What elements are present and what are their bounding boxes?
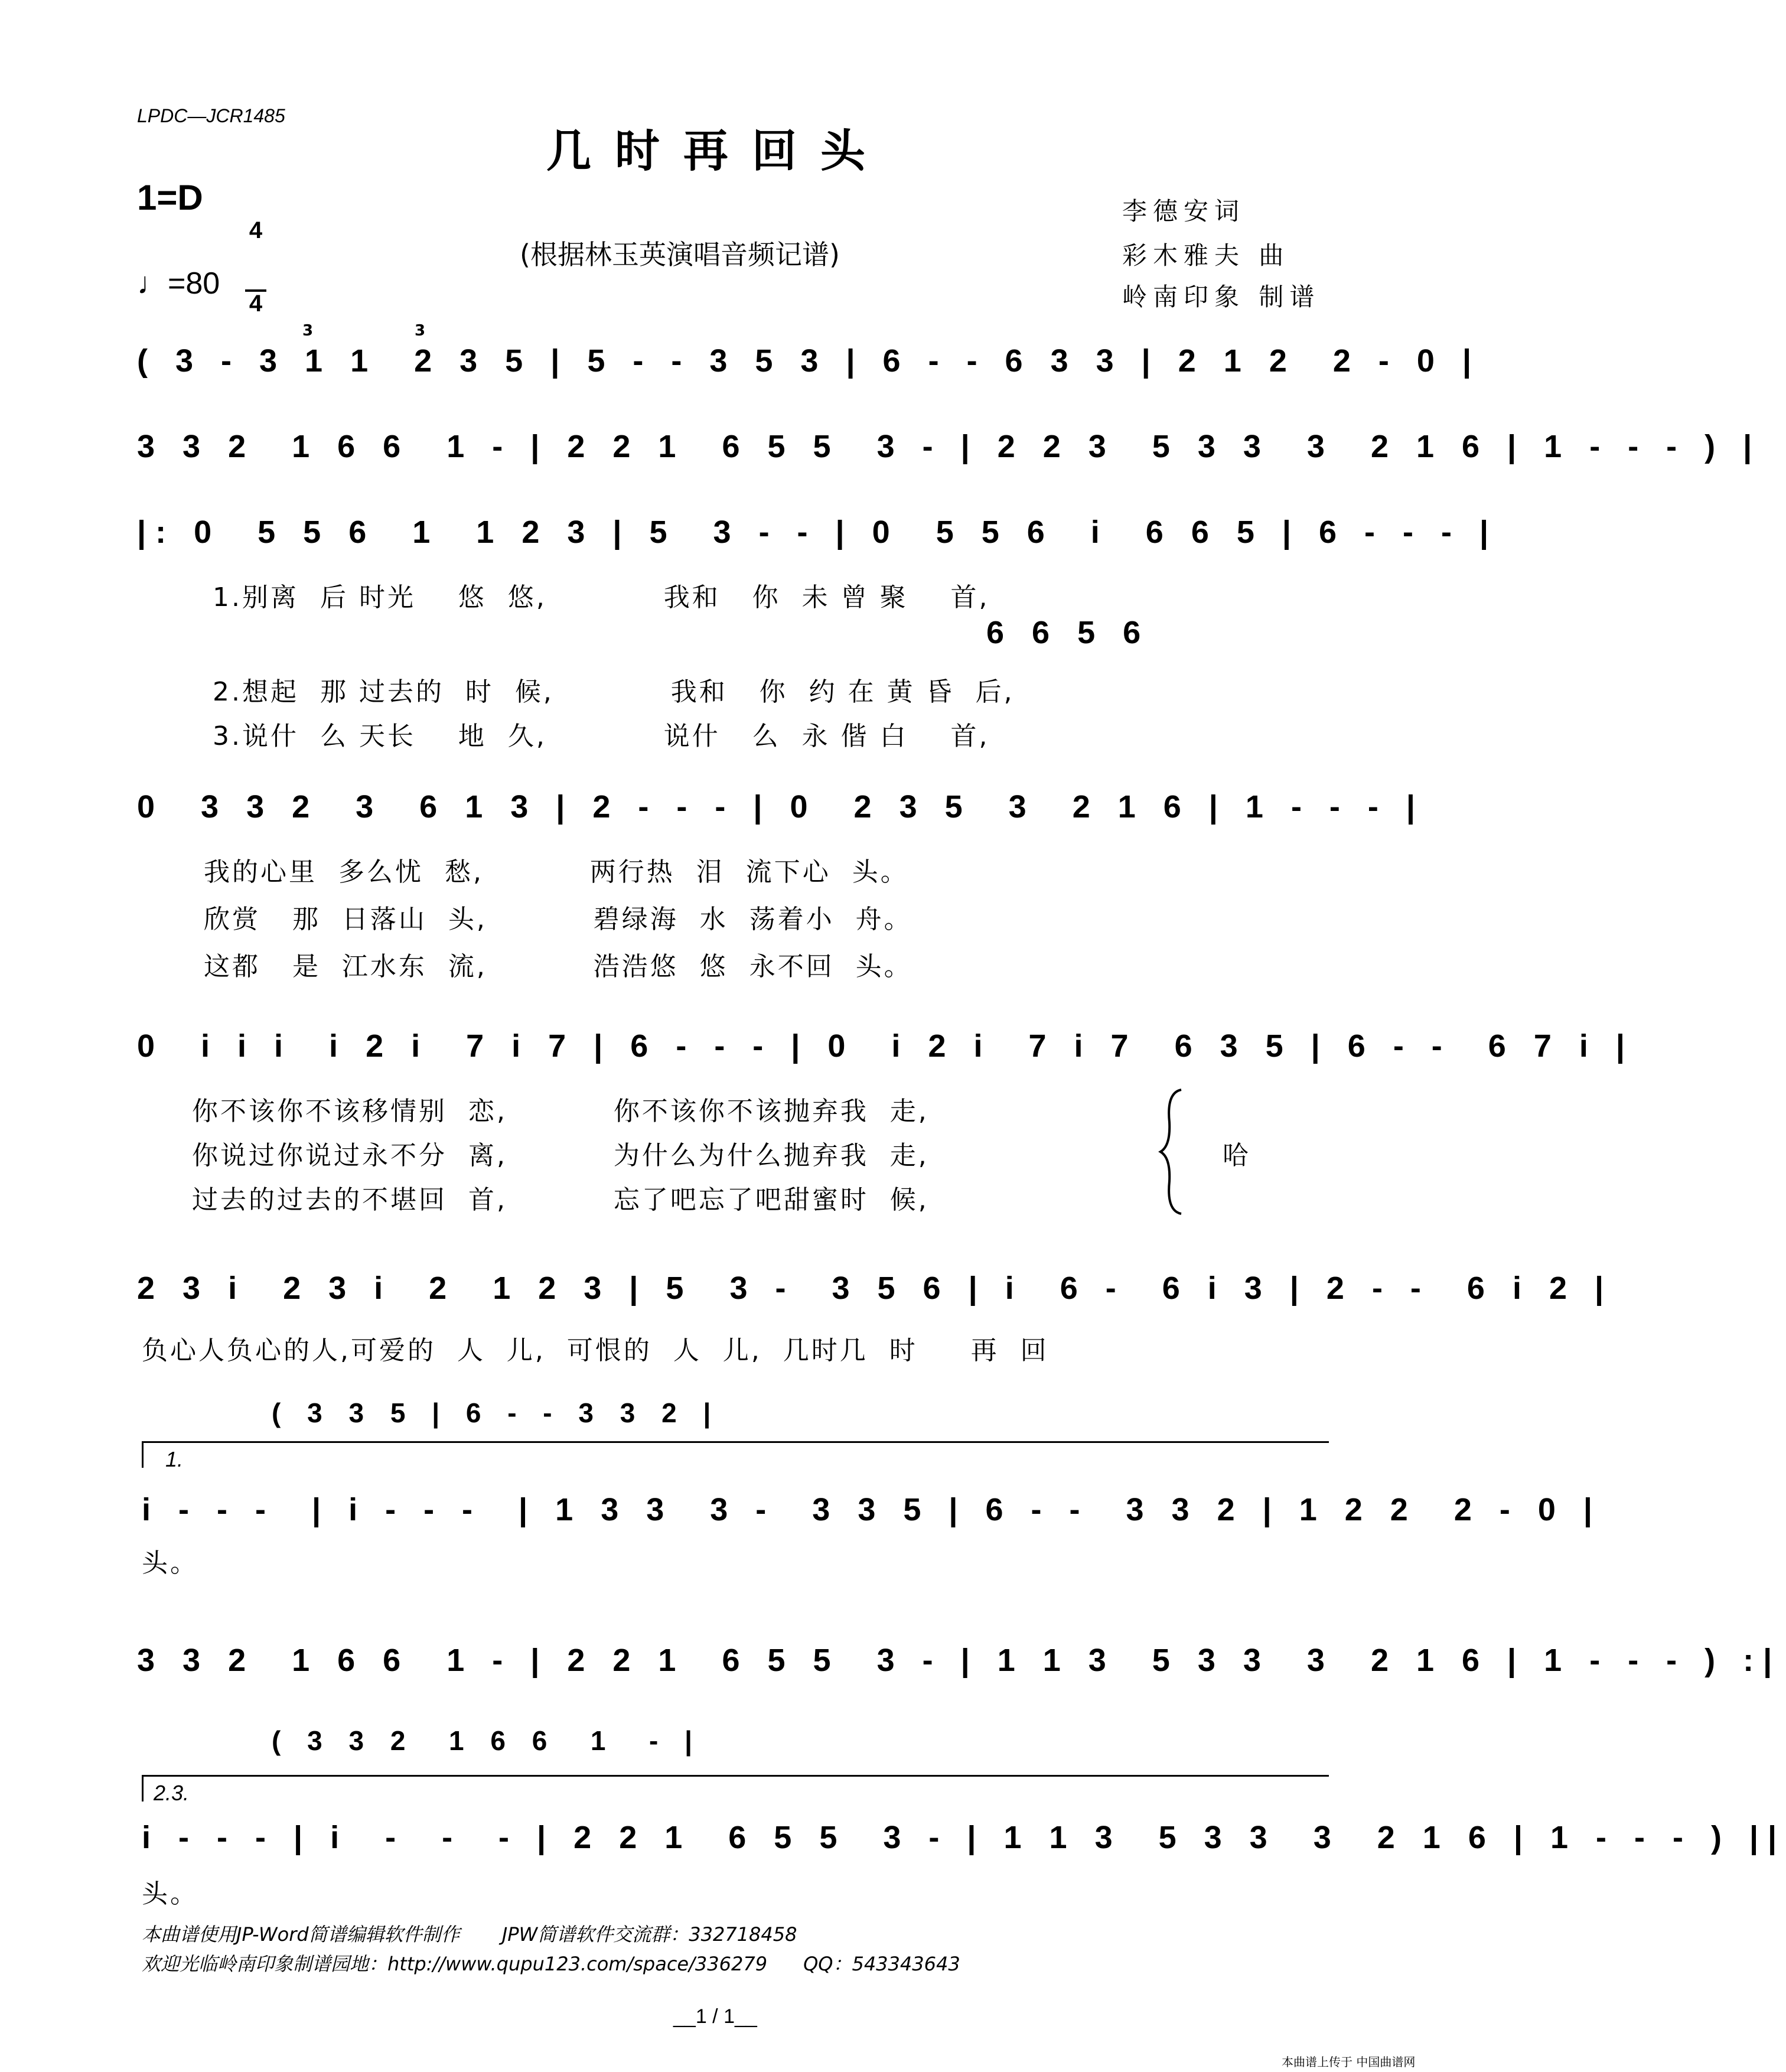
time-signature	[245, 171, 266, 339]
verse3-lyric-line1: 3.说什 么 天长 地 久, 说什 么 永 偕 白 首,	[213, 721, 990, 751]
verse1-lyric-line2: 我的心里 多么忧 愁, 两行热 泪 流下心 头。	[204, 857, 909, 887]
interlude-alt-notes: ( 3 3 2 1 6 6 1 - |	[272, 1725, 702, 1756]
chorus-notes-row1: 0 i i i i 2 i 7 i 7 | 6 - - - | 0 i 2 i 7 i 7 6 3 5 | 6 - - 6 7 i |	[137, 1028, 1634, 1064]
volta-1-label: 1.	[165, 1447, 184, 1471]
composer-credit: 彩木雅夫 曲	[1122, 241, 1290, 270]
lyricist-credit: 李德安词	[1122, 197, 1246, 226]
volta-bracket-2	[142, 1775, 1329, 1777]
intro-notes-row2: 3 3 2 1 6 6 1 - | 2 2 1 6 5 5 3 - | 2 2 3 5 3 3 3 2 1 6 | 1 - - - ) |	[137, 429, 1762, 464]
alternate-intro-notes: ( 3 3 5 | 6 - - 3 3 2 |	[272, 1397, 721, 1428]
meter-bottom: 4	[245, 289, 266, 315]
volta-bracket-edge	[142, 1441, 144, 1468]
meter-top: 4	[249, 217, 263, 243]
volta-bracket-2-edge	[142, 1775, 144, 1801]
score-code: LPDC—JCR1485	[137, 105, 285, 126]
chorus-lyric-row2: 负心人负心的人,可爱的 人 儿, 可恨的 人 儿, 几时几 时 再 回	[142, 1335, 1049, 1366]
first-ending-lyric: 头。	[142, 1548, 198, 1578]
second-ending-notes: i - - - | i - - - | 2 2 1 6 5 5 3 - | 1 1 3 5 3 3 3 2 1 6 | 1 - - - ) ||	[142, 1820, 1786, 1855]
triplet-mark: 3	[415, 322, 426, 340]
first-ending-notes: i - - - | i - - - | 1 3 3 3 - 3 3 5 | 6 - - 3 3 2 | 1 2 2 2 - 0 |	[142, 1492, 1602, 1527]
second-ending-lyric: 头。	[142, 1879, 198, 1909]
song-title: 几时再回头	[546, 125, 889, 177]
source-note: (根据林玉英演唱音频记谱)	[520, 239, 840, 271]
alternate-notes: 6 6 5 6	[986, 615, 1151, 650]
key-signature: 1=D	[137, 178, 203, 217]
verse2-lyric-line3: 你说过你说过永不分 离, 为什么为什么抛弃我 走,	[192, 1141, 929, 1171]
footer-line2: 欢迎光临岭南印象制谱园地：http://www.qupu123.com/space/336279 QQ：543343643	[142, 1953, 960, 1975]
verse-notes-row1: |: 0 5 5 6 1 1 2 3 | 5 3 - - | 0 5 5 6 i 6 6 5 | 6 - - - |	[137, 514, 1498, 550]
chorus-interjection: 哈	[1223, 1141, 1251, 1171]
brace-icon	[1158, 1087, 1187, 1217]
volta-23-label: 2.3.	[154, 1781, 190, 1805]
verse-notes-row2: 0 3 3 2 3 6 1 3 | 2 - - - | 0 2 3 5 3 2 1 6 | 1 - - - |	[137, 789, 1425, 825]
verse1-lyric-line3: 你不该你不该移情别 恋, 你不该你不该抛弃我 走,	[192, 1096, 929, 1126]
arranger-credit: 岭南印象 制谱	[1122, 282, 1321, 311]
triplet-mark: 3	[302, 322, 314, 340]
footer-line1: 本曲谱使用JP-Word简谱编辑软件制作 JPW简谱软件交流群：332718458	[142, 1923, 797, 1946]
verse2-lyric-line1: 2.想起 那 过去的 时 候, 我和 你 约 在 黄 昏 后,	[213, 677, 1015, 707]
verse3-lyric-line2: 这都 是 江水东 流, 浩浩悠 悠 永不回 头。	[204, 952, 912, 982]
verse3-lyric-line3: 过去的过去的不堪回 首, 忘了吧忘了吧甜蜜时 候,	[192, 1185, 929, 1215]
verse1-lyric-line1: 1.别离 后 时光 悠 悠, 我和 你 未 曾 聚 首,	[213, 582, 990, 613]
site-watermark: 本曲谱上传于 中国曲谱网	[1282, 2055, 1416, 2069]
interlude-notes: 3 3 2 1 6 6 1 - | 2 2 1 6 5 5 3 - | 1 1 3 5 3 3 3 2 1 6 | 1 - - - ) :|	[137, 1643, 1782, 1678]
tempo-marking: ♩=80	[137, 266, 220, 301]
intro-notes-row1: ( 3 - 3 1 1 2 3 5 | 5 - - 3 5 3 | 6 - - 6 3 3 | 2 1 2 2 - 0 |	[137, 343, 1481, 379]
page-number: __1 / 1__	[673, 2005, 757, 2028]
verse2-lyric-line2: 欣赏 那 日落山 头, 碧绿海 水 荡着小 舟。	[204, 904, 912, 934]
volta-bracket	[142, 1441, 1329, 1443]
chorus-notes-row2: 2 3 i 2 3 i 2 1 2 3 | 5 3 - 3 5 6 | i 6 - 6 i 3 | 2 - - 6 i 2 |	[137, 1270, 1614, 1306]
